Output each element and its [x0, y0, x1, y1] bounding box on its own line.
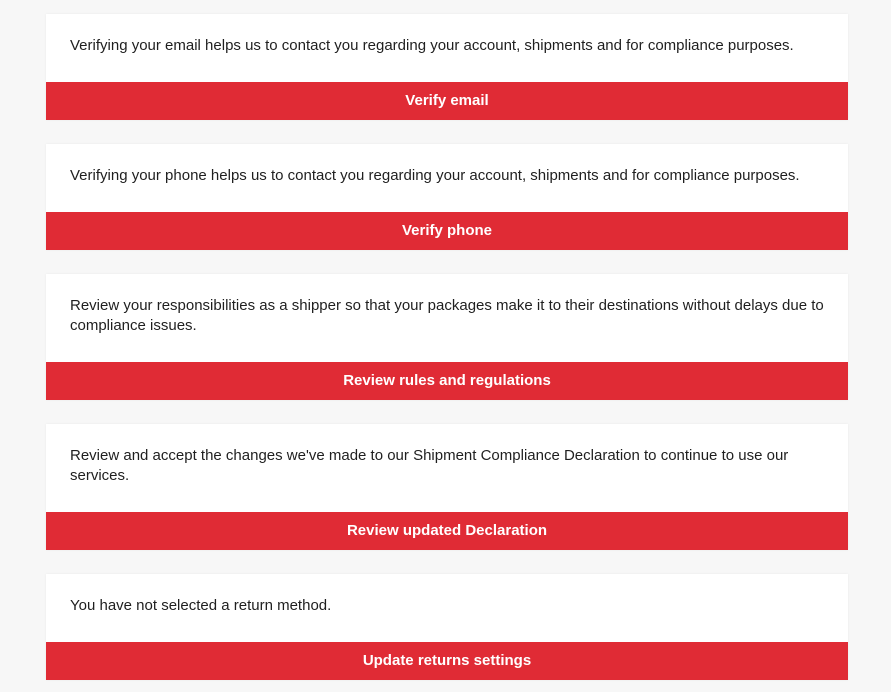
verify-phone-button[interactable]: Verify phone: [46, 212, 848, 250]
returns-description: You have not selected a return method.: [70, 597, 332, 614]
declaration-description: Review and accept the changes we've made to our Shipment Compliance Declaration to continue to use our services.: [70, 447, 789, 484]
review-declaration-button[interactable]: Review updated Declaration: [46, 512, 848, 550]
update-returns-button[interactable]: Update returns settings: [46, 642, 848, 680]
verify-phone-card: [46, 144, 848, 250]
verify-email-description: Verifying your email helps us to contact you regarding your account, shipments and for compliance purposes.: [70, 37, 794, 54]
rules-regulations-description: Review your responsibilities as a shipper so that your packages make it to their destinations without delays due to compliance issues.: [70, 297, 824, 334]
rules-regulations-card: [46, 274, 848, 400]
verify-email-button[interactable]: Verify email: [46, 82, 848, 120]
verify-email-card: [46, 14, 848, 120]
review-rules-button[interactable]: Review rules and regulations: [46, 362, 848, 400]
verify-phone-description: Verifying your phone helps us to contact you regarding your account, shipments and for compliance purposes.: [70, 167, 800, 184]
declaration-card: [46, 424, 848, 550]
returns-card: [46, 574, 848, 680]
